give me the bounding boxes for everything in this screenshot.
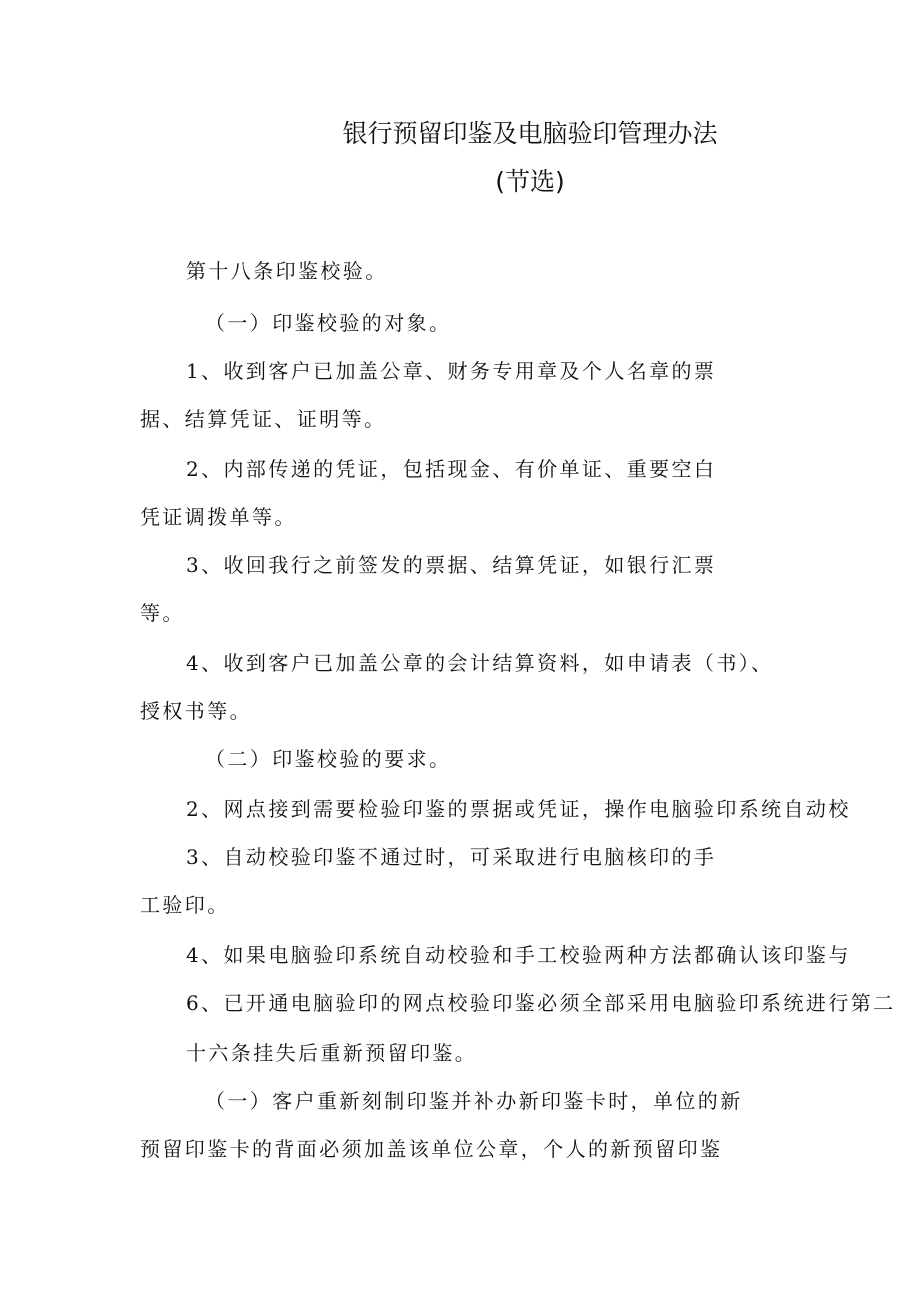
paragraph-line: 授权书等。 bbox=[140, 699, 252, 723]
paragraph-line: 预留印鉴卡的背面必须加盖该单位公章，个人的新预留印鉴 bbox=[140, 1137, 723, 1161]
paragraph-line: 据、结算凭证、证明等。 bbox=[140, 407, 387, 431]
paragraph-line: 2、网点接到需要检验印鉴的票据或凭证，操作电脑验印系统自动校 bbox=[186, 797, 851, 821]
document-subtitle: (节选) bbox=[495, 167, 565, 196]
section-heading: （一）客户重新刻制印鉴并补办新印鉴卡时，单位的新 bbox=[205, 1089, 743, 1113]
paragraph-line: 等。 bbox=[140, 601, 185, 625]
paragraph-line: 2、内部传递的凭证，包括现金、有价单证、重要空白 bbox=[186, 457, 717, 481]
article-heading: 第十八条印鉴校验。 bbox=[186, 259, 388, 283]
paragraph-line: 4、如果电脑验印系统自动校验和手工校验两种方法都确认该印鉴与 bbox=[186, 943, 851, 967]
paragraph-line: 工验印。 bbox=[140, 893, 230, 917]
paragraph-line: 4、收到客户已加盖公章的会计结算资料，如申请表（书）、 bbox=[186, 651, 774, 675]
paragraph-line: 1、收到客户已加盖公章、财务专用章及个人名章的票 bbox=[186, 359, 717, 383]
paragraph-line: 3、自动校验印鉴不通过时，可采取进行电脑核印的手 bbox=[186, 845, 717, 869]
paragraph-line: 凭证调拨单等。 bbox=[140, 505, 297, 529]
paragraph-line: 6、已开通电脑验印的网点校验印鉴必须全部采用电脑验印系统进行第二 bbox=[186, 991, 896, 1015]
section-heading: （一）印鉴校验的对象。 bbox=[205, 311, 452, 335]
document-title: 银行预留印鉴及电脑验印管理办法 bbox=[342, 119, 718, 148]
paragraph-line: 3、收回我行之前签发的票据、结算凭证，如银行汇票 bbox=[186, 553, 717, 577]
section-heading: （二）印鉴校验的要求。 bbox=[205, 747, 452, 771]
paragraph-line: 十六条挂失后重新预留印鉴。 bbox=[186, 1041, 478, 1065]
